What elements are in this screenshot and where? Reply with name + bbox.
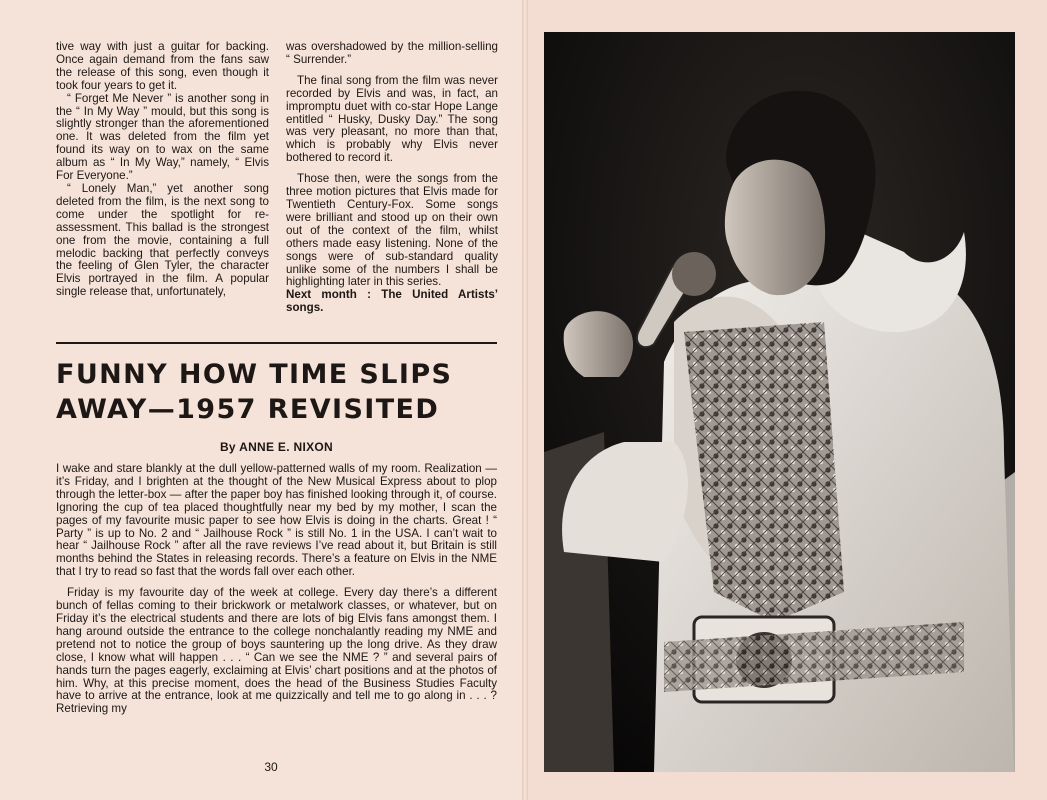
article-headline bbox=[56, 357, 497, 427]
paragraph: The final song from the film was never recorded by Elvis and was, in fact, an impromptu duet with co-star Hope Lange entitled “ Husky, Dusky Day.” The song was very pleasant, no more than that, which is probably why Elvis never bothered to record it. bbox=[286, 73, 498, 165]
paragraph: tive way with just a guitar for backing. Once again demand from the fans saw the release of this song, even though it took four years to get it. bbox=[56, 41, 269, 92]
left-page bbox=[0, 0, 522, 800]
section-divider bbox=[56, 342, 497, 344]
article-continued-column-1 bbox=[56, 41, 269, 332]
article-continued-column-2 bbox=[286, 41, 498, 332]
photo-illustration bbox=[544, 32, 1015, 772]
microphone-head bbox=[672, 252, 716, 296]
paragraph: was overshadowed by the million-selling “ Surrender.” bbox=[286, 41, 498, 66]
paragraph: I wake and stare blankly at the dull yellow-patterned walls of my room. Realization — it’s Friday, and I brighten at the thought of the New Musical Express about to plop through the letter-box — after the paper boy has finished looking through it, of course. Ignoring the cup of tea placed thoughtfully near my bed by my mother, I scan the pages of my favourite music paper to see how Elvis is doing in the charts. Great ! “ Party ” is up to No. 2 and “ Jailhouse Rock ” is still No. 1 in the USA. I can’t wait to hear “ Jailhouse Rock ” after all the rave reviews I’ve read about it, but Britain is still months behind the States in releasing records. There’s a feature on Elvis in the NME that I try to read so fast that the words fall over each other. bbox=[56, 463, 497, 579]
paragraph: Friday is my favourite day of the week at college. Every day there’s a different bunch of fellas coming to their brickwork or metalwork classes, or whatever, but on Friday it’s the electrical students and there are lots of big Elvis fans amongst them. I hang around outside the entrance to the college nonchalantly reading my NME and pretend not to notice the group of boys sauntering up the long drive. As they draw close, I know what will happen . . . “ Can we see the NME ? ” and several pairs of hands turn the pages eagerly, exclaiming at Elvis’ chart positions and at the photos of him. Why, at this precise moment, does the head of the Business Studies Faculty have to arrive at the entrance, look at me quizzically and tell me to go along in . . . ? Retrieving my bbox=[56, 586, 497, 716]
paragraph: Those then, were the songs from the three motion pictures that Elvis made for Twentieth Century-Fox. Some songs were brilliant and stood up on their own out of the context of the film, whilst others made easy listening. None of the songs were of sub-standard quality unlike some of the numbers I shall be highlighting later in this series. bbox=[286, 172, 498, 289]
headline-line-2: AWAY—1957 REVISITED bbox=[56, 394, 440, 425]
performer-photo bbox=[544, 32, 1015, 772]
next-month-note: Next month : The United Artists’ songs. bbox=[286, 288, 498, 315]
article-body bbox=[56, 463, 497, 753]
paragraph: “ Forget Me Never ” is another song in the “ In My Way ” mould, but this song is slightly stronger than the aforementioned one. It was deleted from the film yet found its way on to wax on the same album as “ In My Way,” namely, “ Elvis For Everyone.” bbox=[56, 91, 269, 183]
hand bbox=[564, 311, 633, 377]
page-number: 30 bbox=[264, 760, 278, 774]
headline-line-1: FUNNY HOW TIME SLIPS bbox=[56, 359, 453, 390]
spine-gutter bbox=[522, 0, 528, 800]
byline: By ANNE E. NIXON bbox=[219, 440, 334, 454]
paragraph: “ Lonely Man,” yet another song deleted from the film, is the next song to come under the spotlight for re-assessment. This ballad is the strongest one from the movie, containing a full melodic backing that perfectly conveys the feeling of Glen Tyler, the character Elvis portrayed in the film. A popular single release that, unfortunately, bbox=[56, 181, 269, 299]
